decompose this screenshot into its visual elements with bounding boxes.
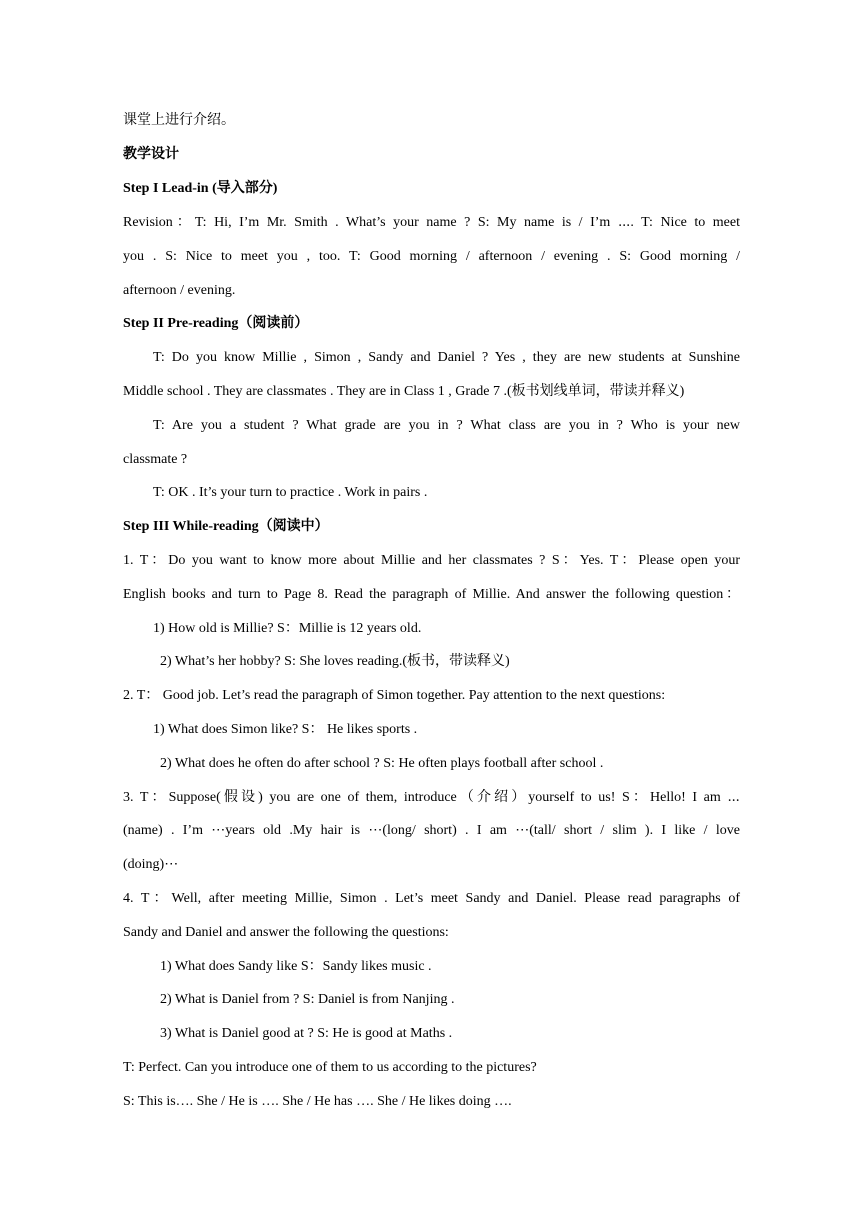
teacher-prompt-introduce: T: Perfect. Can you introduce one of them to us according to the pictures? (123, 1060, 537, 1075)
while-reading-item-3-line-3: (doing)⋯ (123, 857, 179, 872)
while-reading-item-2: 2. T： Good job. Let’s read the paragraph of Simon together. Pay attention to the next questions: (123, 688, 666, 703)
while-reading-item-1-line-2: English books and turn to Page 8. Read the paragraph of Millie. And answer the following question： (123, 587, 740, 602)
revision-line-1: Revision：T: Hi, I’m Mr. Smith . What’s your name ? S: My name is / I’m ⋯. T: Nice to meet (123, 215, 740, 230)
while-reading-item-3-line-1: 3. T：Suppose(假设) you are one of them, introduce（介绍）yourself to us! S：Hello! I am ⋯ (123, 790, 740, 805)
revision-line-2: you . S: Nice to meet you , too. T: Good morning / afternoon / evening . S: Good morning / (123, 249, 740, 264)
pre-reading-line-3: T: Are you a student ? What grade are you in ? What class are you in ? Who is your new (153, 418, 740, 433)
question-daniel-good-at: 3) What is Daniel good at ? S: He is good at Maths . (160, 1026, 453, 1041)
while-reading-item-4-line-2: Sandy and Daniel and answer the following the questions: (123, 925, 449, 940)
revision-line-3: afternoon / evening. (123, 283, 236, 298)
question-millie-hobby: 2) What’s her hobby? S: She loves reading.(板书，带读释义) (160, 654, 510, 669)
question-simon-like: 1) What does Simon like? S： He likes sports . (153, 722, 418, 737)
step-2-heading: Step II Pre-reading（阅读前） (123, 316, 309, 331)
while-reading-item-3-line-2: (name) . I’m ⋯years old .My hair is ⋯(long/ short) . I am ⋯(tall/ short / slim ). I like / love (123, 823, 740, 838)
step-3-heading: Step III While-reading（阅读中） (123, 519, 329, 534)
pre-reading-line-4: classmate ? (123, 452, 188, 467)
question-simon-after-school: 2) What does he often do after school ? S: He often plays football after school . (160, 756, 604, 771)
while-reading-item-4-line-1: 4. T：Well, after meeting Millie, Simon . Let’s meet Sandy and Daniel. Please read paragraphs of (123, 891, 740, 906)
pre-reading-line-5: T: OK . It’s your turn to practice . Work in pairs . (153, 485, 428, 500)
question-daniel-from: 2) What is Daniel from ? S: Daniel is from Nanjing . (160, 992, 455, 1007)
question-sandy-like: 1) What does Sandy like S：Sandy likes music . (160, 959, 432, 974)
section-heading-teaching-design: 教学设计 (123, 147, 179, 162)
pre-reading-line-2: Middle school . They are classmates . They are in Class 1 , Grade 7 .(板书划线单词，带读并释义) (123, 384, 685, 399)
student-sentence-pattern: S: This is…. She / He is …. She / He has …. She / He likes doing …. (123, 1094, 512, 1109)
question-millie-age: 1) How old is Millie? S：Millie is 12 years old. (153, 621, 422, 636)
intro-line: 课堂上进行介绍。 (123, 113, 235, 128)
while-reading-item-1-line-1: 1. T：Do you want to know more about Millie and her classmates ? S：Yes. T：Please open your (123, 553, 740, 568)
step-1-heading: Step I Lead-in (导入部分) (123, 181, 278, 196)
pre-reading-line-1: T: Do you know Millie , Simon , Sandy and Daniel ? Yes , they are new students at Sunshine (153, 350, 740, 365)
